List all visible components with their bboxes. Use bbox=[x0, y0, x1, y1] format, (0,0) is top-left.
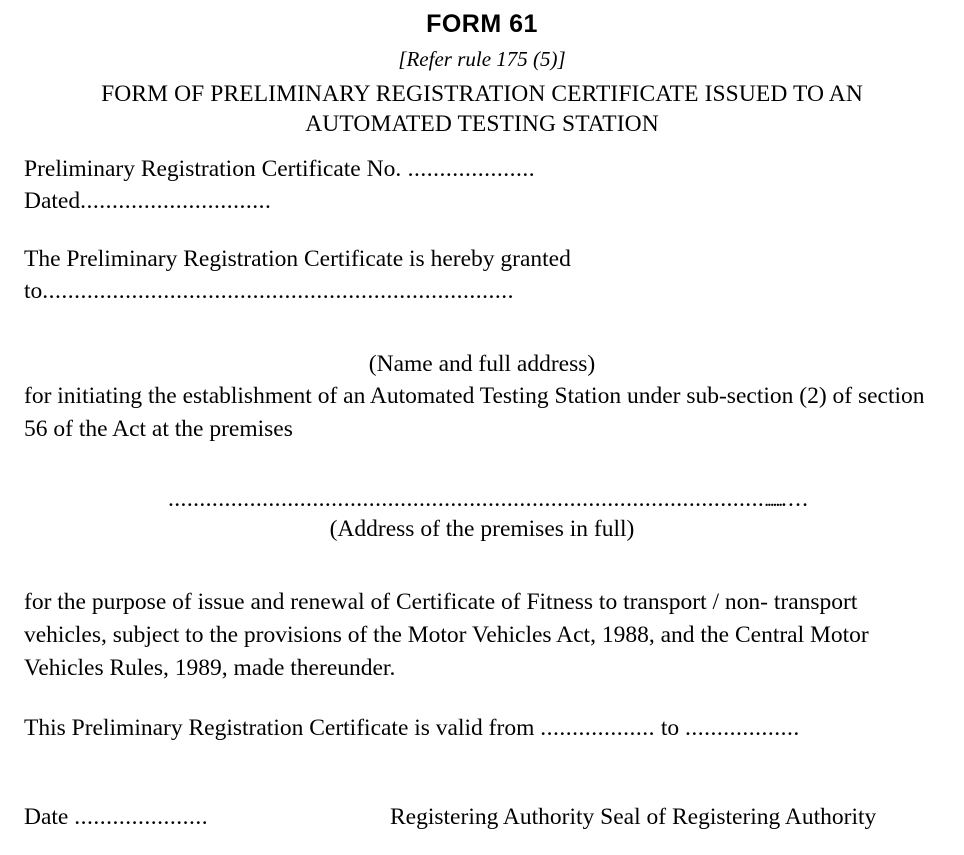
certificate-number-line bbox=[24, 153, 940, 185]
address-rule-dots-dense: ...... bbox=[764, 489, 781, 512]
fitness-paragraph: for the purpose of issue and renewal of Certificate of Fitness to transport / non- transport vehicles, subject to the provisions of the Motor Vehicles Act, 1988, and the Central Motor Vehicles Rules, 1989, made thereunder. bbox=[24, 588, 869, 682]
spacer bbox=[24, 308, 940, 348]
address-rule-dots: ............................................................................................... bbox=[168, 486, 765, 513]
footer-authority-label: Registering Authority Seal of Registering Authority bbox=[390, 804, 877, 830]
refer-rule-subtitle: [Refer rule 175 (5)] bbox=[398, 46, 566, 71]
spacer bbox=[24, 546, 940, 586]
footer-authority-block bbox=[390, 804, 940, 831]
document-page bbox=[0, 11, 964, 855]
spacer bbox=[24, 446, 940, 486]
spacer bbox=[0, 139, 964, 153]
document-body-lower bbox=[24, 513, 940, 743]
spacer bbox=[24, 217, 940, 243]
footer-date-fill[interactable]: ..................... bbox=[74, 804, 209, 830]
purpose-paragraph: for initiating the establishment of an Automated Testing Station under sub-section (2) of section 56 of the Act at the premises bbox=[24, 382, 925, 443]
dated-label: Dated bbox=[24, 187, 81, 214]
document-body bbox=[24, 153, 940, 487]
spacer bbox=[24, 686, 940, 712]
address-rule-line[interactable] bbox=[168, 486, 964, 513]
grantee-fill[interactable]: .......................................................................... bbox=[42, 278, 515, 305]
validity-to-label: to bbox=[660, 714, 680, 741]
name-address-caption: (Name and full address) bbox=[368, 350, 596, 377]
granted-text: The Preliminary Registration Certificate is hereby granted bbox=[24, 246, 571, 273]
validity-prefix: This Preliminary Registration Certificate is valid from bbox=[24, 714, 535, 741]
footer-date-block bbox=[24, 804, 390, 831]
document-footer bbox=[24, 804, 940, 831]
dated-fill[interactable]: .............................. bbox=[80, 187, 272, 214]
granted-line bbox=[24, 243, 940, 275]
validity-from-fill[interactable]: .................. bbox=[540, 714, 655, 741]
certificate-number-fill[interactable]: .................... bbox=[401, 155, 536, 182]
form-number-title: FORM 61 bbox=[426, 10, 538, 38]
address-caption-row bbox=[24, 513, 940, 545]
certificate-number-label: Preliminary Registration Certificate No. bbox=[24, 155, 402, 182]
name-address-caption-row bbox=[24, 348, 940, 380]
grantee-label: to bbox=[24, 278, 43, 305]
dated-line bbox=[24, 185, 940, 217]
validity-to-fill[interactable]: .................. bbox=[685, 714, 800, 741]
validity-line bbox=[24, 712, 940, 744]
address-rule-dots-tail: .... bbox=[780, 486, 810, 513]
address-caption: (Address of the premises in full) bbox=[329, 516, 635, 543]
grantee-line bbox=[24, 275, 940, 307]
footer-date-label: Date bbox=[24, 804, 69, 830]
page-title: FORM OF PRELIMINARY REGISTRATION CERTIFICATE ISSUED TO AN AUTOMATED TESTING STATION bbox=[101, 80, 863, 137]
